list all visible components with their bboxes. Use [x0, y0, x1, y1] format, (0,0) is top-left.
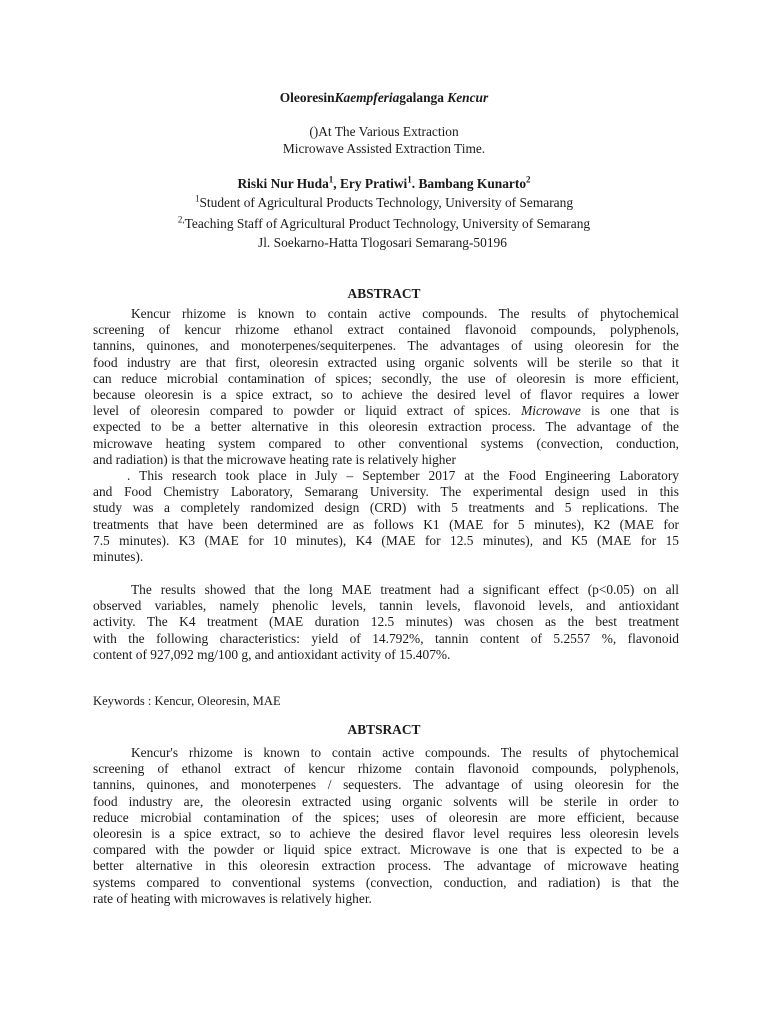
abstract-p1-line: can reduce microbial contamination of spices; secondly, the use of oleoresin is more efficient, — [93, 370, 679, 386]
abstract-p1-line-start: level of oleoresin compared to powder or liquid extract of spices. — [93, 403, 511, 419]
abstract-p2-line: study was a completely randomized design (CRD) with 5 treatments and 5 replications. The — [93, 500, 679, 516]
abstract-p1-line-end: is one that is — [591, 403, 679, 419]
title-part-3: galanga — [399, 90, 444, 105]
author-list — [0, 176, 768, 192]
affiliation-2 — [0, 216, 768, 232]
abstract-p3-line: content of 927,092 mg/100 g, and antioxidant activity of 15.407%. — [93, 646, 451, 662]
title-part-2: Kaempferia — [334, 90, 400, 105]
abstract-p3-line: activity. The K4 treatment (MAE duration 12.5 minutes) was chosen as the best treatment — [93, 614, 679, 630]
abstract-2-line: compared with the powder or liquid spice extract. Microwave is one that is expected to be a — [93, 842, 679, 858]
abstract-p1-line: food industry are that first, oleoresin extracted using organic solvents will be sterile so that it — [93, 354, 679, 370]
abstract-2-line: food industry are, the oleoresin extracted using organic solvents will be sterile in order to — [93, 793, 679, 809]
affiliation-1-sup: 1 — [194, 193, 200, 204]
abstract-p1-line: expected to be a better alternative in this oleoresin extraction process. The advantage of the — [93, 419, 679, 435]
abstract-paragraph-2 — [93, 468, 679, 565]
abstract-2-line: systems compared to conventional systems (convection, conduction, and radiation) is that the — [93, 874, 679, 890]
abstract-p2-line: and Food Chemistry Laboratory, Semarang University. The experimental design used in this — [93, 484, 679, 500]
abstract-paragraph-3 — [93, 582, 679, 663]
affiliation-1 — [0, 195, 768, 211]
author-1-sup: 1 — [328, 174, 334, 185]
author-3-sup: 2 — [526, 174, 531, 185]
abstract-p1-line: because oleoresin is a spice extract, so to achieve the desired level of flavor requires a lower — [93, 387, 679, 403]
abstract-2-line: reduce microbial contamination of the spices; uses of oleoresin are more efficient, because — [93, 809, 679, 825]
abstract-2-line: Kencur's rhizome is known to contain active compounds. The results of phytochemical — [131, 745, 679, 760]
keywords-line: Keywords : Kencur, Oleoresin, MAE — [93, 694, 281, 708]
author-3: . Bambang Kunarto — [411, 176, 527, 191]
abstract-2-line: rate of heating with microwaves is relatively higher. — [93, 890, 372, 906]
abstract-heading-2: ABTSRACT — [347, 722, 421, 737]
subtitle-line-2: Microwave Assisted Extraction Time. — [282, 141, 486, 156]
abstract-p3-line: with the following characteristics: yield of 14.792%, tannin content of 5.2557 %, flavonoid — [93, 630, 679, 646]
abstract-heading: ABSTRACT — [347, 286, 421, 301]
abstract-p2-line: minutes). — [93, 549, 144, 565]
microwave-term: Microwave — [521, 403, 581, 419]
abstract-p1-line: screening of kencur rhizome ethanol extract contained flavonoid compounds, polyphenols, — [93, 322, 679, 338]
abstract-p3-line: The results showed that the long MAE treatment had a significant effect (p<0.05) on all — [131, 582, 679, 597]
subtitle-line-1: ()At The Various Extraction — [309, 124, 459, 139]
affiliation-1-text: Student of Agricultural Products Technology, University of Semarang — [199, 195, 574, 210]
title-part-1: Oleoresin — [279, 90, 335, 105]
abstract-p2-line: treatments that have been determined are as follows K1 (MAE for 5 minutes), K2 (MAE for — [93, 516, 679, 532]
abstract-p2-line: . This research took place in July – September 2017 at the Food Engineering Laboratory — [127, 468, 679, 483]
author-2: , Ery Pratiwi — [333, 176, 408, 191]
abstract-paragraph-1 — [93, 306, 679, 468]
abstract-p1-line: tannins, quinones, and monoterpenes/sequiterpenes. The advantages of using oleoresin for the — [93, 338, 679, 354]
abstract-p1-line: Kencur rhizome is known to contain active compounds. The results of phytochemical — [131, 306, 679, 321]
author-1: Riski Nur Huda — [237, 176, 329, 191]
abstract-2-line: oleoresin is a spice extract, so to achieve the desired flavor level requires less oleoresin levels — [93, 826, 679, 842]
paper-title — [0, 90, 768, 106]
abstract-p2-line: 7.5 minutes). K3 (MAE for 10 minutes), K4 (MAE for 12.5 minutes), and K5 (MAE for 15 — [93, 532, 679, 548]
affiliation-2-text: Teaching Staff of Agricultural Product Technology, University of Semarang — [184, 216, 591, 231]
abstract-2-line: better alternative in this oleoresin extraction process. The advantage of microwave heating — [93, 858, 679, 874]
author-2-sup: 1 — [407, 174, 412, 185]
abstract-2-line: tannins, quinones, and monoterpenes / sequesters. The advantage of using oleoresin for the — [93, 777, 679, 793]
abstract-2-line: screening of ethanol extract of kencur rhizome contain flavonoid compounds, polyphenols, — [93, 761, 679, 777]
abstract-p3-line: observed variables, namely phenolic levels, tannin levels, flavonoid levels, and antioxidant — [93, 598, 679, 614]
affiliation-address: Jl. Soekarno-Hatta Tlogosari Semarang-50196 — [258, 235, 507, 250]
abstract-p1-line: microwave heating system compared to other conventional systems (convection, conduction, — [93, 435, 679, 451]
abstract-p1-line: and radiation) is that the microwave heating rate is relatively higher — [93, 451, 456, 467]
abstract-2-paragraph — [93, 745, 679, 907]
affiliation-2-sup: 2, — [177, 214, 185, 225]
title-part-4: Kencur — [447, 90, 489, 105]
abstract-p1-line-mixed — [93, 403, 679, 419]
